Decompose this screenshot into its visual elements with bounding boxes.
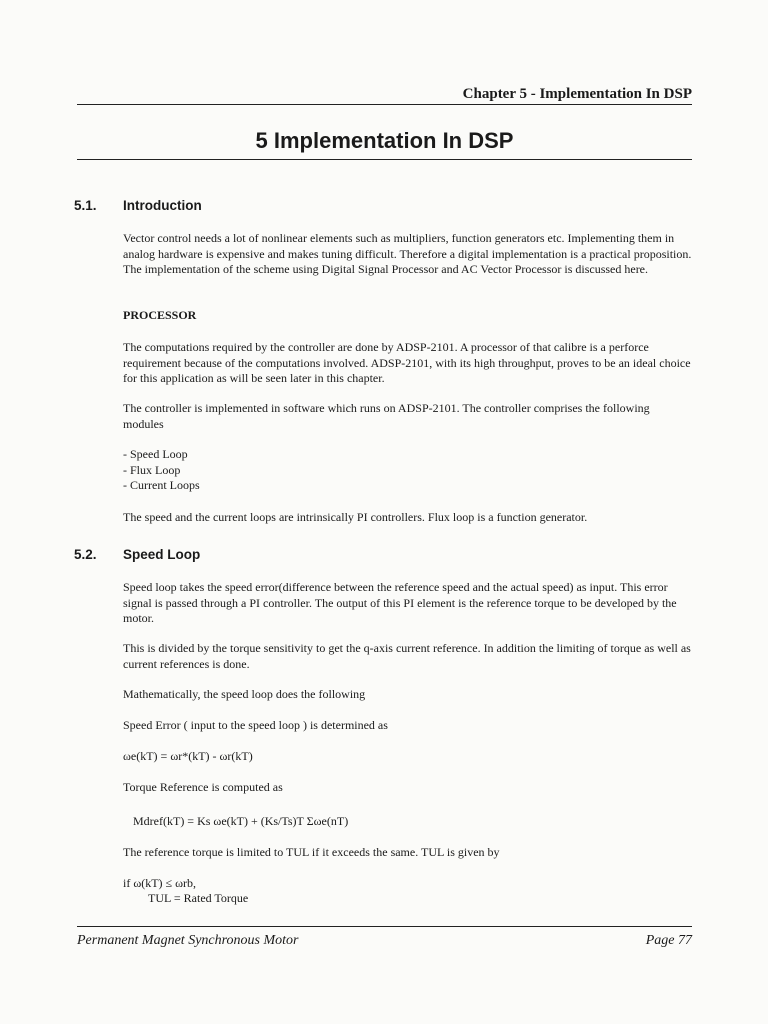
footer-page-number: Page 77: [645, 933, 692, 948]
chapter-title: 5 Implementation In DSP: [255, 128, 514, 153]
list-item: - Speed Loop: [123, 447, 188, 461]
paragraph: The reference torque is limited to TUL if it exceeds the same. TUL is given by: [123, 845, 500, 859]
speed-error-equation: ωe(kT) = ωr*(kT) - ωr(kT): [123, 749, 253, 763]
section-number: 5.2.: [74, 547, 97, 562]
paragraph: Mathematically, the speed loop does the following: [123, 687, 366, 701]
paragraph: This is divided by the torque sensitivity to get the q-axis current reference. In addition the limiting of torque as well as current references is done.: [123, 641, 691, 671]
module-list: [123, 447, 200, 494]
subheading: PROCESSOR: [123, 308, 197, 322]
section-number: 5.1.: [74, 198, 97, 213]
section-title: Speed Loop: [123, 547, 201, 562]
paragraph: The speed and the current loops are intrinsically PI controllers. Flux loop is a function generator.: [123, 510, 588, 524]
condition-line: if ω(kT) ≤ ωrb,: [123, 876, 197, 890]
running-header: Chapter 5 - Implementation In DSP: [462, 86, 692, 102]
list-item: - Flux Loop: [123, 462, 181, 477]
list-item: - Current Loops: [123, 478, 200, 493]
header-rule: [77, 104, 692, 105]
paragraph: The controller is implemented in software which runs on ADSP-2101. The controller comprises the following modules: [123, 401, 650, 431]
torque-reference-equation: Mdref(kT) = Ks ωe(kT) + (Ks/Ts)T Σωe(nT): [133, 814, 349, 828]
footer-book-title: Permanent Magnet Synchronous Motor: [77, 933, 299, 948]
paragraph: The computations required by the controller are done by ADSP-2101. A processor of that calibre is a perforce requirement because of the computations involved. ADSP-2101, with its high throughput, proves to be an ideal choice for this application as will be seen later in this chapter.: [123, 340, 691, 386]
condition-line: TUL = Rated Torque: [148, 891, 249, 905]
paragraph: Vector control needs a lot of nonlinear elements such as multipliers, function generators etc. Implementing them in analog hardware is expensive and makes tuning difficult. Therefore a digital implementation is a practical proposition. The implementation of the scheme using Digital Signal Processor and AC Vector Processor is discussed here.: [123, 231, 692, 277]
paragraph: Torque Reference is computed as: [123, 780, 283, 794]
title-rule: [77, 159, 692, 160]
section-title: Introduction: [123, 198, 202, 213]
paragraph: Speed loop takes the speed error(difference between the reference speed and the actual speed) as input. This error signal is passed through a PI controller. The output of this PI element is the reference torque to be developed by the motor.: [123, 580, 677, 626]
paragraph: Speed Error ( input to the speed loop ) is determined as: [123, 718, 388, 732]
footer-rule: [77, 926, 692, 927]
